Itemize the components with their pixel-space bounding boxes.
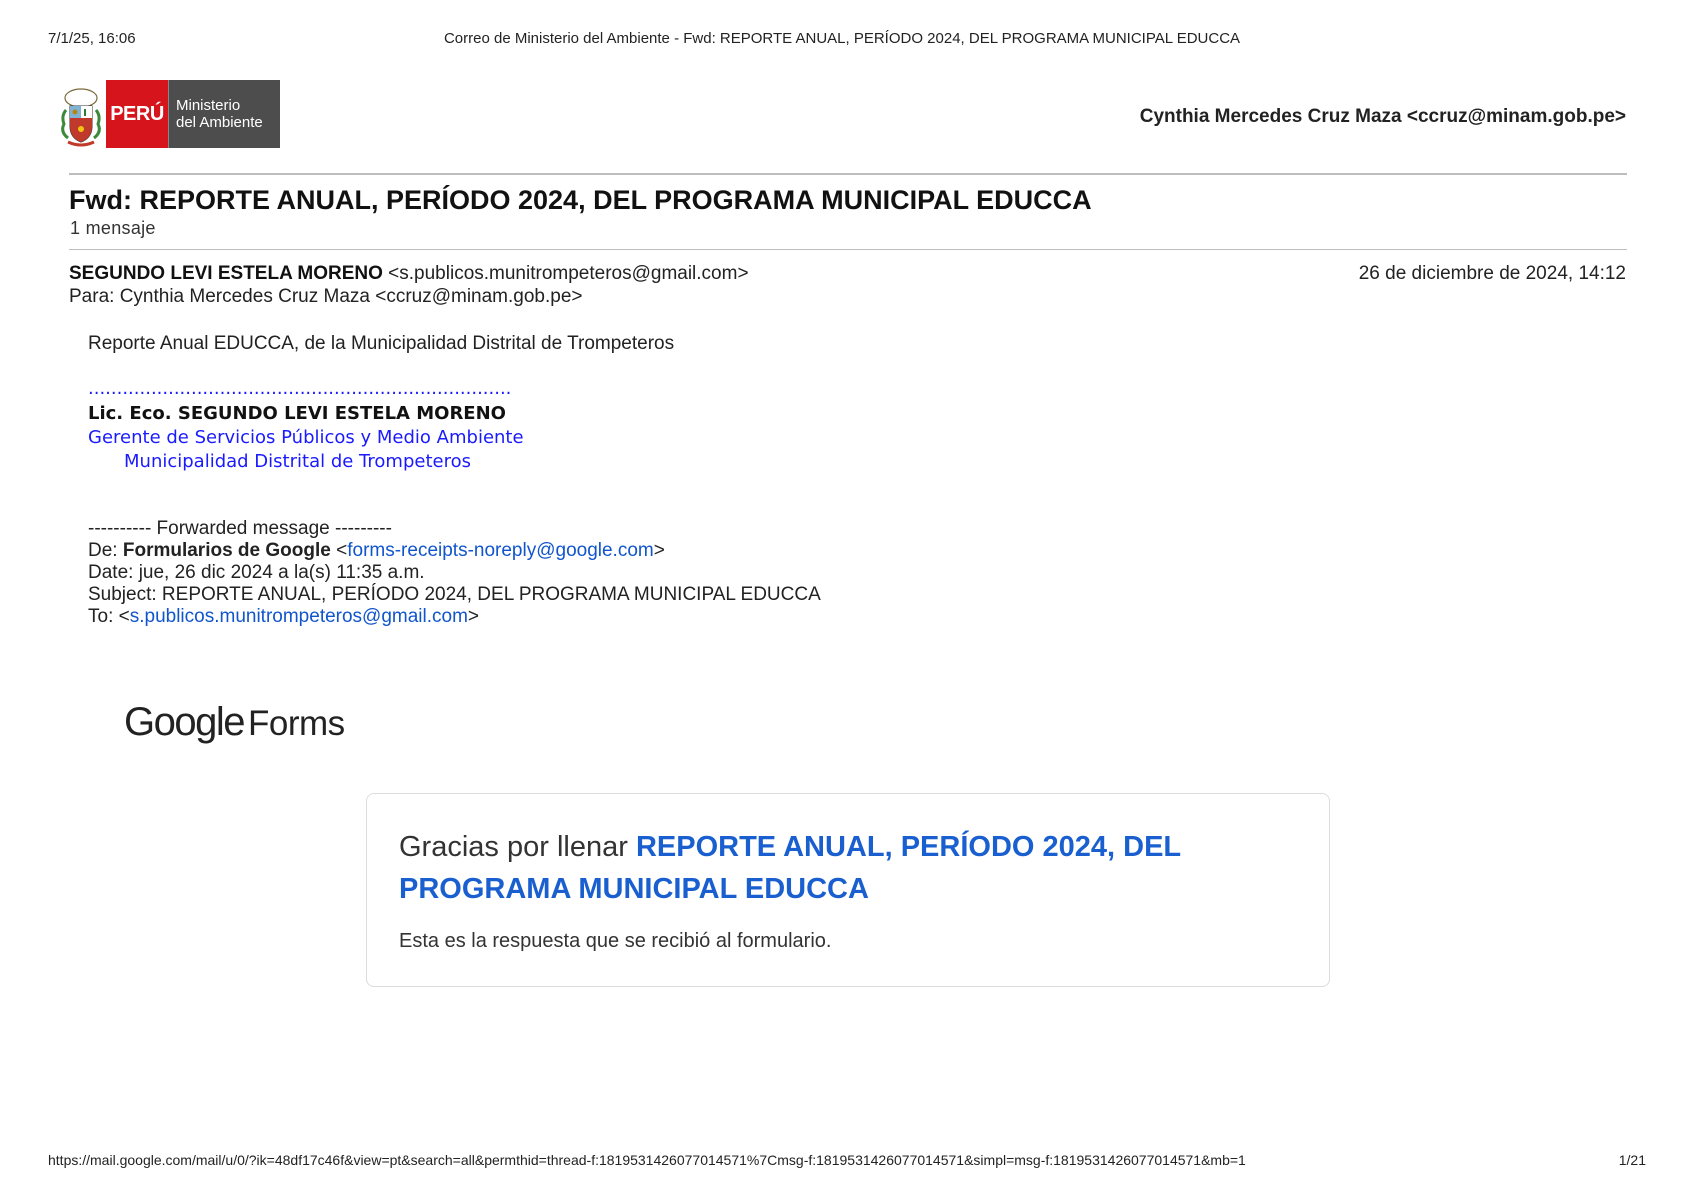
- logo-ministry-line2: del Ambiente: [176, 114, 263, 131]
- thread-subject: Fwd: REPORTE ANUAL, PERÍODO 2024, DEL PROGRAMA MUNICIPAL EDUCCA: [69, 185, 1092, 215]
- forwarded-from-name: Formularios de Google: [122, 540, 331, 561]
- forwarded-to-label: To:: [88, 606, 114, 627]
- message-date: 26 de diciembre de 2024, 14:12: [1358, 263, 1626, 284]
- signature-dots: ..........................................................................: [88, 378, 512, 399]
- ministry-logo: [58, 80, 280, 148]
- forms-wordmark: Forms: [247, 704, 345, 743]
- forwarded-to-email-link[interactable]: s.publicos.munitrompeteros@gmail.com: [129, 606, 468, 627]
- forwarded-date: Date: jue, 26 dic 2024 a la(s) 11:35 a.m.: [88, 562, 425, 583]
- form-receipt-card: [366, 793, 1330, 987]
- forwarded-from: De: Formularios de Google <forms-receipts-noreply@google.com>: [88, 540, 665, 561]
- signature-role: Gerente de Servicios Públicos y Medio Ambiente: [88, 427, 524, 448]
- google-forms-logo: [124, 700, 345, 745]
- print-datetime: 7/1/25, 16:06: [48, 30, 136, 47]
- card-title: [399, 826, 1279, 910]
- message-body: Reporte Anual EDUCCA, de la Municipalidad Distrital de Trompeteros: [88, 333, 675, 354]
- print-url: https://mail.google.com/mail/u/0/?ik=48df17c46f&view=pt&search=all&permthid=thread-f:1819531426077014571%7Cmsg-f:1819531426077014571&simpl=msg-f:1819531426077014571&mb=1: [48, 1152, 1246, 1168]
- card-subtitle: Esta es la respuesta que se recibió al formulario.: [399, 930, 832, 952]
- print-page-title: Correo de Ministerio del Ambiente - Fwd: REPORTE ANUAL, PERÍODO 2024, DEL PROGRAMA MUNICIPAL EDUCCA: [443, 30, 1241, 47]
- logo-ministry-line1: Ministerio: [176, 97, 241, 114]
- forwarded-header: ---------- Forwarded message ---------: [88, 518, 392, 539]
- message-count: 1 mensaje: [70, 218, 156, 238]
- signature-name: Lic. Eco. SEGUNDO LEVI ESTELA MORENO: [88, 403, 506, 424]
- peru-coat-of-arms-icon: [58, 80, 104, 148]
- sender-name: SEGUNDO LEVI ESTELA MORENO: [69, 263, 383, 284]
- form-name-link[interactable]: REPORTE ANUAL, PERÍODO 2024, DEL PROGRAMA MUNICIPAL EDUCCA: [399, 831, 1181, 905]
- logo-country: PERÚ: [106, 80, 168, 148]
- forwarded-from-label: De:: [88, 540, 118, 561]
- message-recipient: Para: Cynthia Mercedes Cruz Maza <ccruz@minam.gob.pe>: [69, 286, 583, 307]
- signature-org: Municipalidad Distrital de Trompeteros: [124, 451, 471, 472]
- sender-email: <s.publicos.munitrompeteros@gmail.com>: [388, 263, 749, 284]
- logo-ministry: [168, 80, 280, 148]
- message-sender: [69, 263, 749, 285]
- account-label: Cynthia Mercedes Cruz Maza <ccruz@minam.gob.pe>: [1139, 106, 1626, 127]
- card-prefix: Gracias por llenar: [399, 831, 628, 863]
- google-wordmark: Google: [124, 700, 244, 744]
- page-number: 1/21: [1618, 1152, 1646, 1168]
- forwarded-subject: Subject: REPORTE ANUAL, PERÍODO 2024, DEL PROGRAMA MUNICIPAL EDUCCA: [88, 584, 821, 605]
- divider: [69, 173, 1627, 175]
- forwarded-to: To: <s.publicos.munitrompeteros@gmail.com>: [88, 606, 480, 627]
- forwarded-from-email-link[interactable]: forms-receipts-noreply@google.com: [347, 540, 654, 561]
- divider: [69, 249, 1627, 250]
